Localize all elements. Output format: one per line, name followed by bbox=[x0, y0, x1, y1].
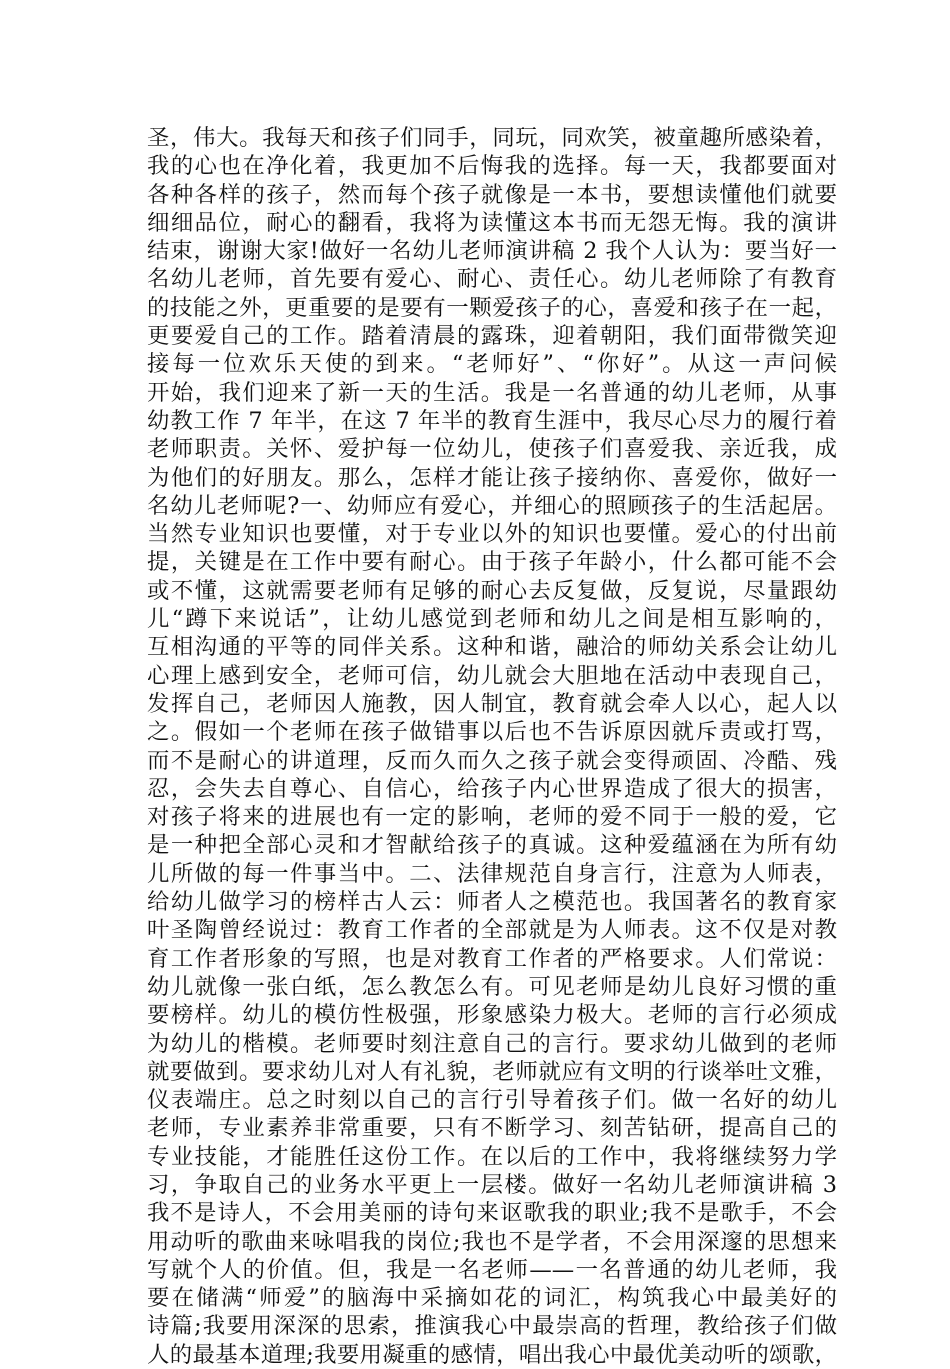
speech-body-text bbox=[147, 124, 837, 1369]
text-line: 互相沟通的平等的同伴关系。这种和谐，融洽的师幼关系会让幼儿 bbox=[147, 634, 837, 661]
text-line: 幼儿就像一张白纸，怎么教怎么有。可见老师是幼儿良好习惯的重 bbox=[147, 973, 837, 1000]
text-line: 专业技能，才能胜任这份工作。在以后的工作中，我将继续努力学 bbox=[147, 1143, 837, 1170]
text-line: 诗篇;我要用深深的思索，推演我心中最崇高的哲理，教给孩子们做 bbox=[147, 1313, 837, 1340]
text-line: 对孩子将来的进展也有一定的影响，老师的爱不同于一般的爱，它 bbox=[147, 804, 837, 831]
text-line: 老师职责。关怀、爱护每一位幼儿，使孩子们喜爱我、亲近我，成 bbox=[147, 436, 837, 463]
text-line: 接每一位欢乐天使的到来。“老师好”、“你好”。从这一声问候 bbox=[147, 351, 837, 378]
text-line: 习，争取自己的业务水平更上一层楼。做好一名幼儿老师演讲稿 3 bbox=[147, 1171, 837, 1198]
text-line: 心理上感到安全，老师可信，幼儿就会大胆地在活动中表现自己， bbox=[147, 662, 837, 689]
text-line: 写就个人的价值。但，我是一名老师——一名普通的幼儿老师，我 bbox=[147, 1256, 837, 1283]
text-line: 各种各样的孩子，然而每个孩子就像是一本书，要想读懂他们就要 bbox=[147, 181, 837, 208]
text-line: 名幼儿老师呢?一、幼师应有爱心，并细心的照顾孩子的生活起居。 bbox=[147, 492, 837, 519]
text-line: 要榜样。幼儿的模仿性极强，形象感染力极大。老师的言行必须成 bbox=[147, 1002, 837, 1029]
text-line: 而不是耐心的讲道理，反而久而久之孩子就会变得顽固、冷酷、残 bbox=[147, 747, 837, 774]
text-line: 育工作者形象的写照，也是对教育工作者的严格要求。人们常说： bbox=[147, 945, 837, 972]
text-line: 当然专业知识也要懂，对于专业以外的知识也要懂。爱心的付出前 bbox=[147, 521, 837, 548]
text-line: 提，关键是在工作中要有耐心。由于孩子年龄小，什么都可能不会 bbox=[147, 549, 837, 576]
text-line: 结束，谢谢大家!做好一名幼儿老师演讲稿 2 我个人认为：要当好一 bbox=[147, 238, 837, 265]
text-line: 幼教工作 7 年半，在这 7 年半的教育生涯中，我尽心尽力的履行着 bbox=[147, 407, 837, 434]
text-line: 是一种把全部心灵和才智献给孩子的真诚。这种爱蕴涵在为所有幼 bbox=[147, 832, 837, 859]
text-line: 人的最基本道理;我要用凝重的感情，唱出我心中最优美动听的颂歌， bbox=[147, 1341, 837, 1368]
text-line: 用动听的歌曲来咏唱我的岗位;我也不是学者，不会用深邃的思想来 bbox=[147, 1228, 837, 1255]
text-line: 忍，会失去自尊心、自信心，给孩子内心世界造成了很大的损害， bbox=[147, 775, 837, 802]
text-line: 儿“蹲下来说话”，让幼儿感觉到老师和幼儿之间是相互影响的， bbox=[147, 606, 837, 633]
text-line: 要在储满“师爱”的脑海中采摘如花的词汇，构筑我心中最美好的 bbox=[147, 1285, 837, 1312]
text-line: 为幼儿的楷模。老师要时刻注意自己的言行。要求幼儿做到的老师 bbox=[147, 1030, 837, 1057]
text-line: 的技能之外，更重要的是要有一颗爱孩子的心，喜爱和孩子在一起， bbox=[147, 294, 837, 321]
text-line: 名幼儿老师，首先要有爱心、耐心、责任心。幼儿老师除了有教育 bbox=[147, 266, 837, 293]
text-line: 就要做到。要求幼儿对人有礼貌，老师就应有文明的行谈举吐文雅， bbox=[147, 1058, 837, 1085]
text-line: 开始，我们迎来了新一天的生活。我是一名普通的幼儿老师，从事 bbox=[147, 379, 837, 406]
text-line: 细细品位，耐心的翻看，我将为读懂这本书而无怨无悔。我的演讲 bbox=[147, 209, 837, 236]
text-line: 我不是诗人，不会用美丽的诗句来讴歌我的职业;我不是歌手，不会 bbox=[147, 1200, 837, 1227]
text-line: 之。假如一个老师在孩子做错事以后也不告诉原因就斥责或打骂， bbox=[147, 719, 837, 746]
text-line: 叶圣陶曾经说过：教育工作者的全部就是为人师表。这不仅是对教 bbox=[147, 917, 837, 944]
text-line: 儿所做的每一件事当中。二、法律规范自身言行，注意为人师表， bbox=[147, 860, 837, 887]
text-line: 仪表端庄。总之时刻以自己的言行引导着孩子们。做一名好的幼儿 bbox=[147, 1087, 837, 1114]
text-line: 或不懂，这就需要老师有足够的耐心去反复做，反复说，尽量跟幼 bbox=[147, 577, 837, 604]
text-line: 圣，伟大。我每天和孩子们同手，同玩，同欢笑，被童趣所感染着， bbox=[147, 125, 837, 151]
text-line: 给幼儿做学习的榜样古人云：师者人之模范也。我国著名的教育家 bbox=[147, 889, 837, 916]
text-line: 老师，专业素养非常重要，只有不断学习、刻苦钻研，提高自己的 bbox=[147, 1115, 837, 1142]
text-line: 为他们的好朋友。那么，怎样才能让孩子接纳你、喜爱你，做好一 bbox=[147, 464, 837, 491]
text-line: 我的心也在净化着，我更加不后悔我的选择。每一天，我都要面对 bbox=[147, 153, 837, 180]
text-line: 更要爱自己的工作。踏着清晨的露珠，迎着朝阳，我们面带微笑迎 bbox=[147, 323, 837, 350]
text-line: 发挥自己，老师因人施教，因人制宜，教育就会牵人以心，起人以 bbox=[147, 690, 837, 717]
